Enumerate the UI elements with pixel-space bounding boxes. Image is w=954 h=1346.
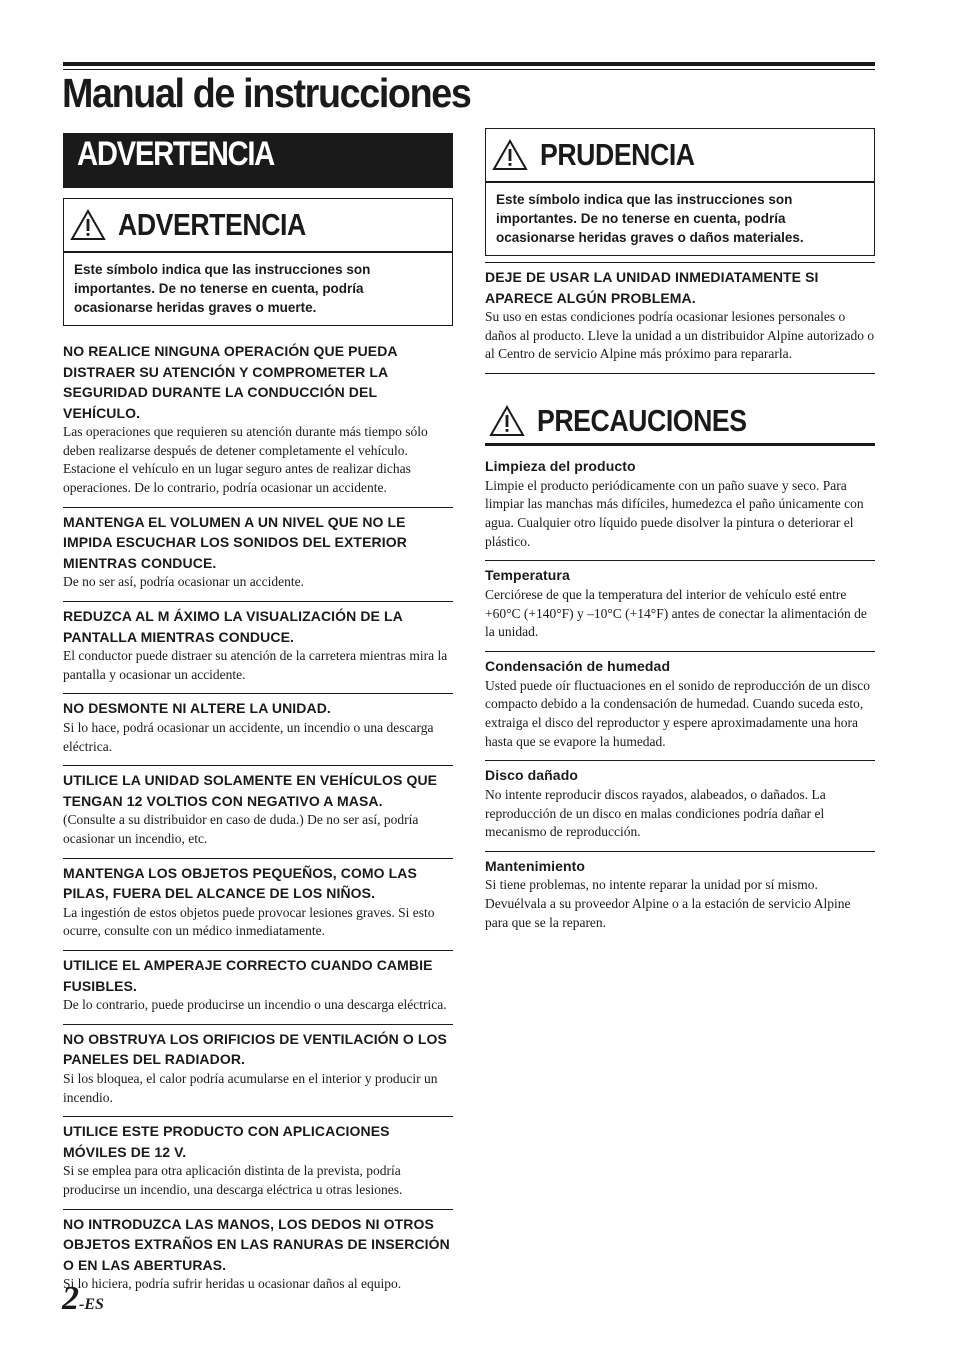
precaution-item-heading: Condensación de humedad [485, 658, 671, 675]
precaution-item-text: Si tiene problemas, no intente reparar la unidad por sí mismo. Devuélvala a su proveedor Alpine o a la estación de servicio Alpine para que se la reparen. [485, 877, 851, 930]
advertencia-banner: ADVERTENCIA [63, 133, 453, 188]
warning-item-text: Si se emplea para otra aplicación distinta de la prevista, podría producirse un incendio, una descarga eléctrica u otras lesiones. [63, 1163, 403, 1197]
caution-item-heading: DEJE DE USAR LA UNIDAD INMEDIATAMENTE SI APARECE ALGÚN PROBLEMA. [485, 269, 819, 306]
precaution-item-text: Limpie el producto periódicamente con un paño suave y seco. Para limpiar las manchas más difíciles, humedezca el paño únicamente con agua. Cualquier otro líquido puede disolver la pintura o deteriorar el plástico. [485, 477, 864, 549]
caution-box [485, 128, 875, 256]
precaution-item-text: Cerciórese de que la temperatura del interior de vehículo esté entre +60°C (+140°F) y –10°C (+14°F) antes de conectar la alimentación de la unidad. [485, 586, 867, 640]
warning-item [63, 601, 453, 684]
page-number-suffix: -ES [79, 1296, 104, 1313]
precautions-title: PRECAUCIONES [537, 403, 747, 439]
warning-item-heading: NO OBSTRUYA LOS ORIFICIOS DE VENTILACIÓN O LOS PANELES DEL RADIADOR. [63, 1030, 447, 1068]
warning-triangle-icon [70, 209, 106, 241]
warning-item-text: De no ser así, podría ocasionar un accidente. [63, 574, 305, 590]
precaution-item-text: No intente reproducir discos rayados, alabeados, o dañados. La reproducción de un disco en malas condiciones podría dañar el mecanismo de reproducción. [485, 786, 826, 840]
warning-item [63, 950, 453, 1015]
precautions-header [485, 399, 875, 446]
warning-box-text: Este símbolo indica que las instrucciones son importantes. De no tenerse en cuenta, podría ocasionarse heridas graves o muerte. [74, 262, 371, 315]
warning-item-text: El conductor puede distraer su atención de la carretera mientras mira la pantalla y ocasionar un accidente. [63, 648, 448, 682]
warning-item-heading: NO REALICE NINGUNA OPERACIÓN QUE PUEDA DISTRAER SU ATENCIÓN Y COMPROMETER LA SEGURIDAD DURANTE LA CONDUCCIÓN DEL VEHÍCULO. [63, 343, 398, 421]
page-title: Manual de instrucciones [62, 70, 471, 116]
page-number [62, 1280, 104, 1318]
caution-item [485, 262, 875, 364]
warning-item-heading: NO DESMONTE NI ALTERE LA UNIDAD. [63, 700, 331, 717]
precautions-triangle-icon [489, 405, 525, 437]
warning-item-heading: MANTENGA EL VOLUMEN A UN NIVEL QUE NO LE IMPIDA ESCUCHAR LOS SONIDOS DEL EXTERIOR MIENTRAS CONDUCE. [63, 513, 407, 571]
warning-item [63, 341, 453, 498]
warning-item-text: Las operaciones que requieren su atención durante más tiempo sólo deben realizarse después de detener completamente el vehículo. Estacione el vehículo en un lugar seguro antes de realizar dichas operaciones. De lo contrario, podría ocasionar un accidente. [63, 424, 428, 496]
warning-item-heading: UTILICE EL AMPERAJE CORRECTO CUANDO CAMBIE FUSIBLES. [63, 957, 433, 994]
precaution-item-text: Usted puede oír fluctuaciones en el sonido de reproducción de un disco compacto debido a la condensación de humedad. Cuando suceda esto, extraiga el disco del reproductor y espere aproximadamente una hora hasta que se evapore la humedad. [485, 677, 871, 749]
warning-item-heading: UTILICE LA UNIDAD SOLAMENTE EN VEHÍCULOS QUE TENGAN 12 VOLTIOS CON NEGATIVO A MASA. [63, 772, 438, 809]
warning-item-heading: NO INTRODUZCA LAS MANOS, LOS DEDOS NI OTROS OBJETOS EXTRAÑOS EN LAS RANURAS DE INSERCIÓN O EN LAS ABERTURAS. [63, 1215, 450, 1273]
warning-item-heading: UTILICE ESTE PRODUCTO CON APLICACIONES MÓVILES DE 12 V. [63, 1123, 390, 1160]
warning-item [63, 1209, 453, 1294]
precaution-item [485, 651, 875, 751]
caution-box-title: PRUDENCIA [540, 137, 695, 172]
warning-item [63, 693, 453, 756]
caution-box-text: Este símbolo indica que las instrucciones son importantes. De no tenerse en cuenta, podría ocasionarse heridas graves o daños materiales. [496, 192, 804, 245]
section-divider [485, 373, 875, 374]
warning-item [63, 765, 453, 848]
warning-item [63, 1024, 453, 1107]
warning-item-text: Si los bloquea, el calor podría acumularse en el interior y producir un incendio. [63, 1070, 438, 1105]
precaution-item [485, 456, 875, 551]
precaution-item-heading: Temperatura [485, 567, 570, 584]
caution-box-header [486, 129, 874, 183]
caution-item-text: Su uso en estas condiciones podría ocasionar lesiones personales o daños al producto. Lleve la unidad a un distribuidor Alpine autorizado o al Centro de servicio Alpine más próximo para repararla. [485, 309, 875, 362]
precaution-item [485, 560, 875, 642]
precaution-item-heading: Mantenimiento [485, 857, 586, 874]
warning-item [63, 507, 453, 592]
warning-box-header [64, 199, 452, 253]
warning-item [63, 858, 453, 941]
page-number-digit: 2 [62, 1280, 79, 1317]
warning-item-text: (Consulte a su distribuidor en caso de duda.) De no ser así, podría ocasionar un incendio, etc. [63, 812, 419, 847]
warning-item-text: Si lo hace, podrá ocasionar un accidente, un incendio o una descarga eléctrica. [63, 719, 434, 754]
warning-item-heading: REDUZCA AL M ÁXIMO LA VISUALIZACIÓN DE LA PANTALLA MIENTRAS CONDUCE. [63, 608, 403, 645]
caution-triangle-icon [492, 139, 528, 171]
top-rule [63, 62, 875, 66]
warning-item-text: Si lo hiciera, podría sufrir heridas u ocasionar daños al equipo. [63, 1276, 402, 1292]
precaution-item-heading: Limpieza del producto [485, 458, 636, 475]
right-column [485, 128, 875, 933]
warning-item-text: La ingestión de estos objetos puede provocar lesiones graves. Si esto ocurre, consulte con un médico inmediatamente. [63, 904, 435, 939]
warning-item [63, 1116, 453, 1199]
precaution-item-heading: Disco dañado [485, 767, 578, 784]
warning-item-heading: MANTENGA LOS OBJETOS PEQUEÑOS, COMO LAS PILAS, FUERA DEL ALCANCE DE LOS NIÑOS. [63, 864, 417, 902]
precaution-item [485, 851, 875, 933]
warning-item-text: De lo contrario, puede producirse un incendio o una descarga eléctrica. [63, 997, 447, 1013]
warning-box [63, 198, 453, 326]
warning-box-title: ADVERTENCIA [118, 207, 306, 242]
precaution-item [485, 760, 875, 842]
left-column [63, 133, 453, 1294]
